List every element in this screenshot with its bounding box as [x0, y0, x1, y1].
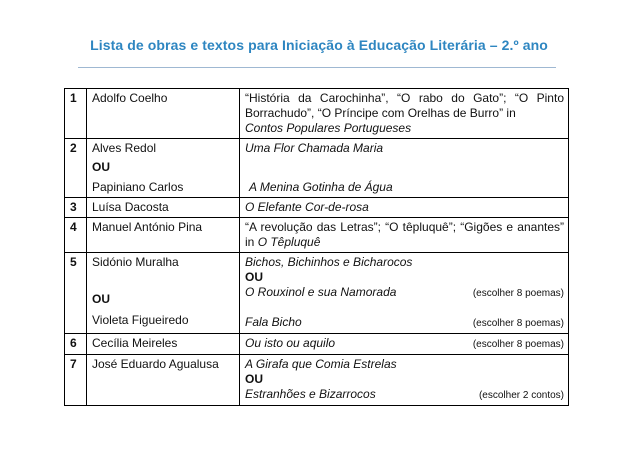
book-title: Ou isto ou aquilo	[245, 336, 336, 350]
title-underline	[78, 67, 556, 68]
or-label: OU	[245, 270, 263, 284]
selection-note: (escolher 8 poemas)	[472, 339, 564, 350]
table-row	[65, 218, 569, 253]
book-title: A Menina Gotinha de Água	[249, 180, 393, 194]
table-row	[65, 198, 569, 218]
book-title: O Têpluquê	[257, 235, 321, 249]
author-name: Sidónio Muralha	[92, 255, 179, 269]
table-row	[65, 253, 569, 334]
book-title-with-note	[245, 387, 564, 402]
works-cell	[240, 334, 569, 355]
book-title: Uma Flor Chamada Maria	[245, 141, 384, 155]
author-name: José Eduardo Agualusa	[92, 357, 219, 371]
book-title-with-note	[245, 336, 564, 351]
works-cell	[240, 89, 569, 139]
author-cell	[87, 355, 240, 406]
works-text: “A revolução das Letras”; “O têpluquê”; “Gigões e anantes” in	[245, 220, 564, 249]
or-label: OU	[92, 292, 110, 306]
book-title: Estranhões e Bizarrocos	[245, 387, 376, 401]
author-cell	[87, 218, 240, 253]
or-label: OU	[92, 160, 110, 174]
author-name: Luísa Dacosta	[92, 200, 169, 214]
works-table	[64, 88, 569, 406]
works-text: “História da Carochinha”, “O rabo do Gato”; “O Pinto Borrachudo”, “O Príncipe com Orelhas de Burro” in	[245, 91, 564, 120]
row-number: 7	[65, 355, 87, 406]
or-label: OU	[245, 372, 263, 386]
author-cell	[87, 253, 240, 334]
book-title: Contos Populares Portugueses	[245, 121, 412, 135]
author-name: Violeta Figueiredo	[92, 313, 189, 327]
author-name: Adolfo Coelho	[92, 91, 168, 105]
book-title: O Rouxinol e sua Namorada	[245, 285, 397, 299]
author-cell	[87, 89, 240, 139]
selection-note: (escolher 2 contos)	[478, 390, 564, 401]
author-name: Manuel António Pina	[92, 220, 203, 234]
book-title: A Girafa que Comia Estrelas	[245, 357, 397, 371]
row-number: 6	[65, 334, 87, 355]
author-cell	[87, 198, 240, 218]
table-row	[65, 355, 569, 406]
book-title-with-note	[245, 285, 564, 300]
table-row	[65, 89, 569, 139]
book-title-with-note	[245, 315, 564, 330]
table-row	[65, 139, 569, 198]
works-cell	[240, 198, 569, 218]
selection-note: (escolher 8 poemas)	[472, 288, 564, 299]
selection-note: (escolher 8 poemas)	[472, 318, 564, 329]
author-name: Alves Redol	[92, 141, 157, 155]
author-cell	[87, 334, 240, 355]
author-cell	[87, 139, 240, 198]
table-row	[65, 334, 569, 355]
works-cell	[240, 139, 569, 198]
works-cell	[240, 253, 569, 334]
page-title: Lista de obras e textos para Iniciação à Educação Literária – 2.º ano	[90, 37, 548, 53]
book-title: Fala Bicho	[245, 315, 302, 329]
row-number: 5	[65, 253, 87, 334]
author-name: Papiniano Carlos	[92, 180, 184, 194]
row-number: 3	[65, 198, 87, 218]
works-cell	[240, 355, 569, 406]
row-number: 1	[65, 89, 87, 139]
author-name: Cecília Meireles	[92, 336, 178, 350]
book-title: O Elefante Cor-de-rosa	[245, 200, 369, 214]
book-title: Bichos, Bichinhos e Bicharocos	[245, 255, 413, 269]
row-number: 2	[65, 139, 87, 198]
row-number: 4	[65, 218, 87, 253]
works-cell	[240, 218, 569, 253]
